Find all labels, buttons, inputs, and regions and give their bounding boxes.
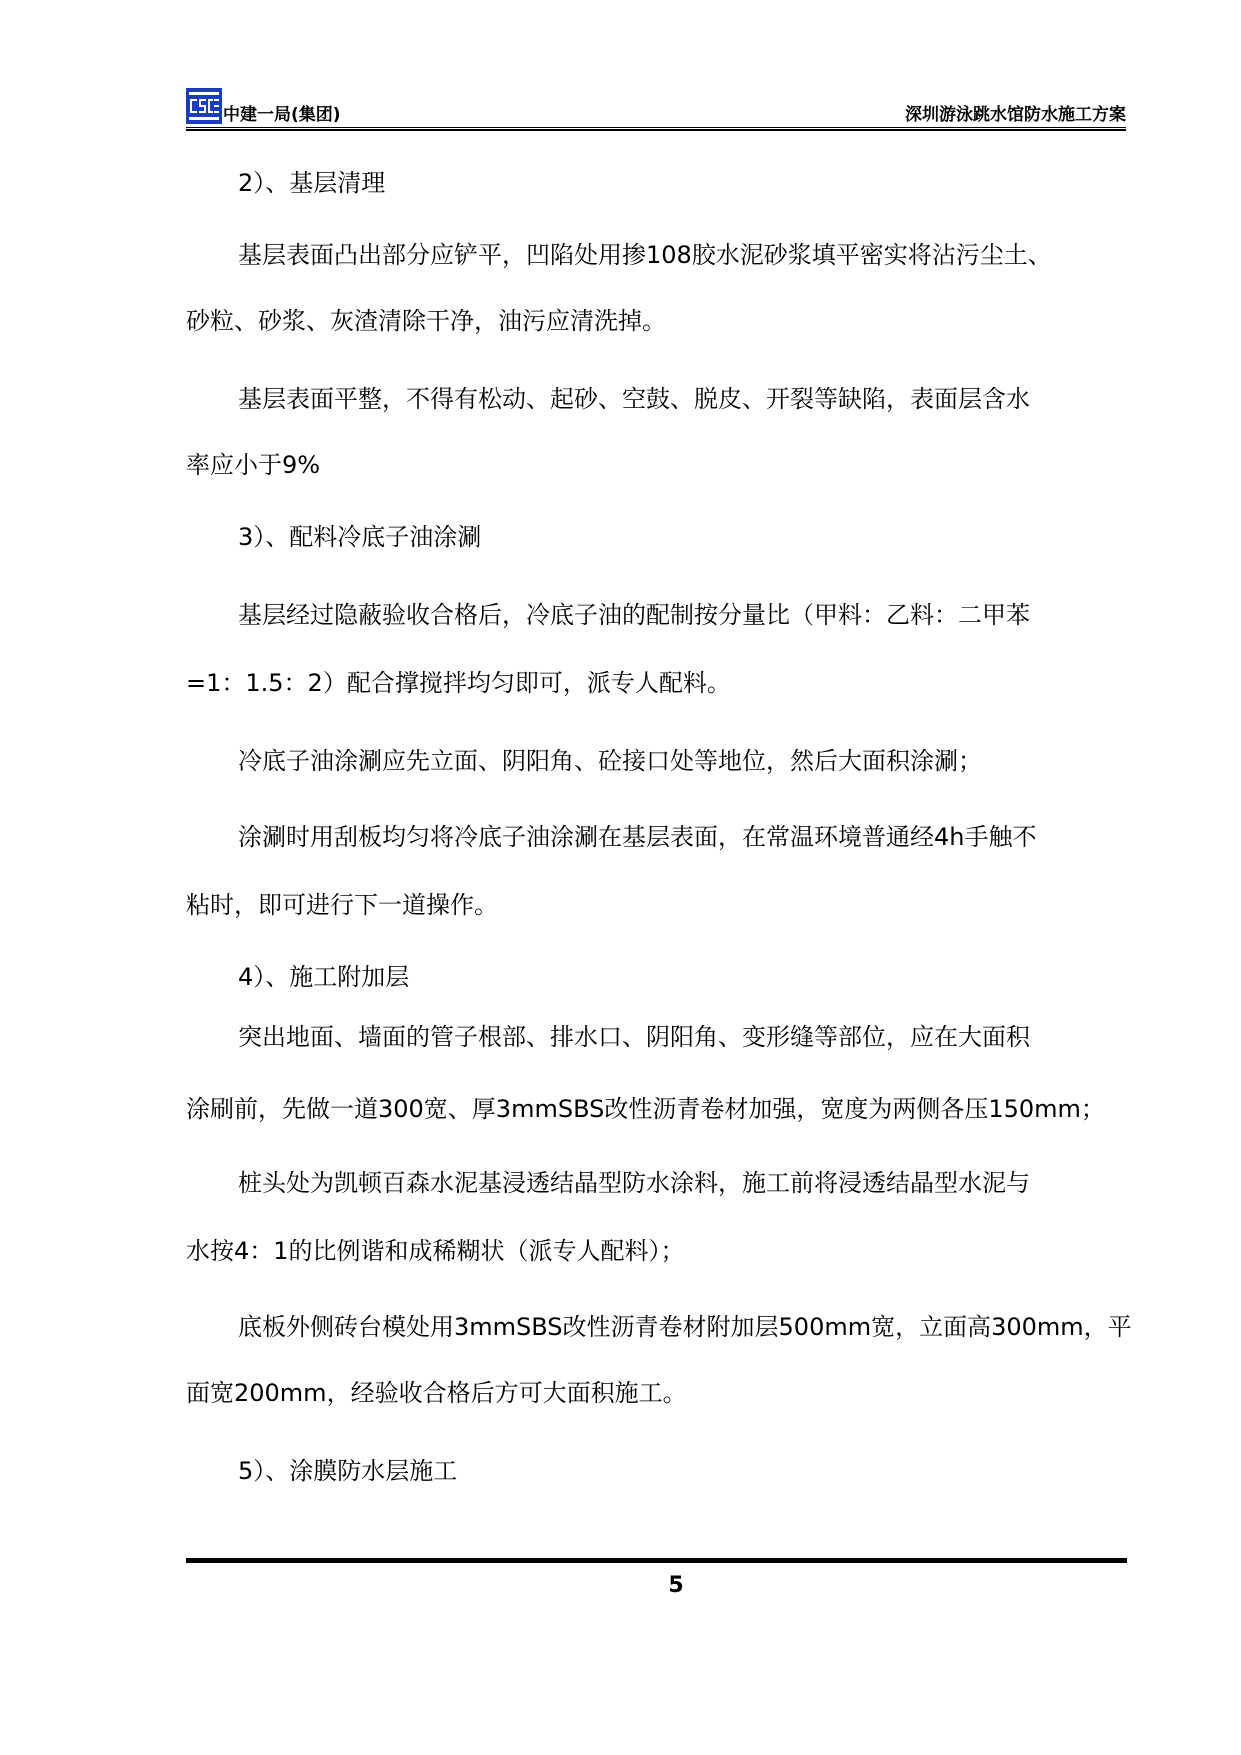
- paragraph-line: 冷底子油涂涮应先立面、阴阳角、砼接口处等地位，然后大面积涂涮；: [238, 747, 982, 775]
- paragraph-line: 基层经过隐蔽验收合格后，冷底子油的配制按分量比（甲料：乙料：二甲苯: [238, 601, 1030, 629]
- company-logo: [186, 88, 222, 124]
- paragraph-line: 涂涮时用刮板均匀将冷底子油涂涮在基层表面，在常温环境普通经4h手触不: [238, 823, 1037, 851]
- footer-rule: [186, 1558, 1127, 1563]
- paragraph-line: 突出地面、墙面的管子根部、排水口、阴阳角、变形缝等部位，应在大面积: [238, 1023, 1030, 1051]
- paragraph-line: 桩头处为凯顿百森水泥基浸透结晶型防水涂料，施工前将浸透结晶型水泥与: [238, 1169, 1030, 1197]
- header-rule-thick: [186, 129, 1126, 131]
- document-title: 深圳游泳跳水馆防水施工方案: [905, 105, 1126, 125]
- paragraph-line: 底板外侧砖台模处用3mmSBS改性沥青卷材附加层500mm宽，立面高300mm，平: [238, 1313, 1132, 1341]
- section-heading: 3）、配料冷底子油涂涮: [238, 523, 482, 551]
- paragraph-line: 粘时，即可进行下一道操作。: [186, 891, 498, 919]
- company-name: 中建一局(集团): [223, 105, 341, 125]
- page-header: [186, 88, 1126, 130]
- header-rule: [186, 127, 1126, 128]
- section-heading: 4）、施工附加层: [238, 963, 410, 991]
- cscec-logo-icon: [186, 88, 222, 124]
- paragraph-line: 面宽200mm，经验收合格后方可大面积施工。: [186, 1379, 687, 1407]
- section-heading: 2）、基层清理: [238, 169, 386, 197]
- paragraph-line: 砂粒、砂浆、灰渣清除干净，油污应清洗掉。: [186, 307, 666, 335]
- section-heading: 5）、涂膜防水层施工: [238, 1457, 458, 1485]
- page-number: 5: [668, 1573, 684, 1598]
- paragraph-line: 涂刷前，先做一道300宽、厚3mmSBS改性沥青卷材加强，宽度为两侧各压150mm；: [186, 1095, 1105, 1123]
- paragraph-line: =1：1.5：2）配合撑搅拌均匀即可，派专人配料。: [186, 669, 731, 697]
- paragraph-line: 基层表面平整，不得有松动、起砂、空鼓、脱皮、开裂等缺陷，表面层含水: [238, 385, 1030, 413]
- paragraph-line: 率应小于9%: [186, 451, 321, 479]
- paragraph-line: 水按4：1的比例谐和成稀糊状（派专人配料）；: [186, 1237, 685, 1265]
- paragraph-line: 基层表面凸出部分应铲平，凹陷处用掺108胶水泥砂浆填平密实将沾污尘土、: [238, 241, 1052, 269]
